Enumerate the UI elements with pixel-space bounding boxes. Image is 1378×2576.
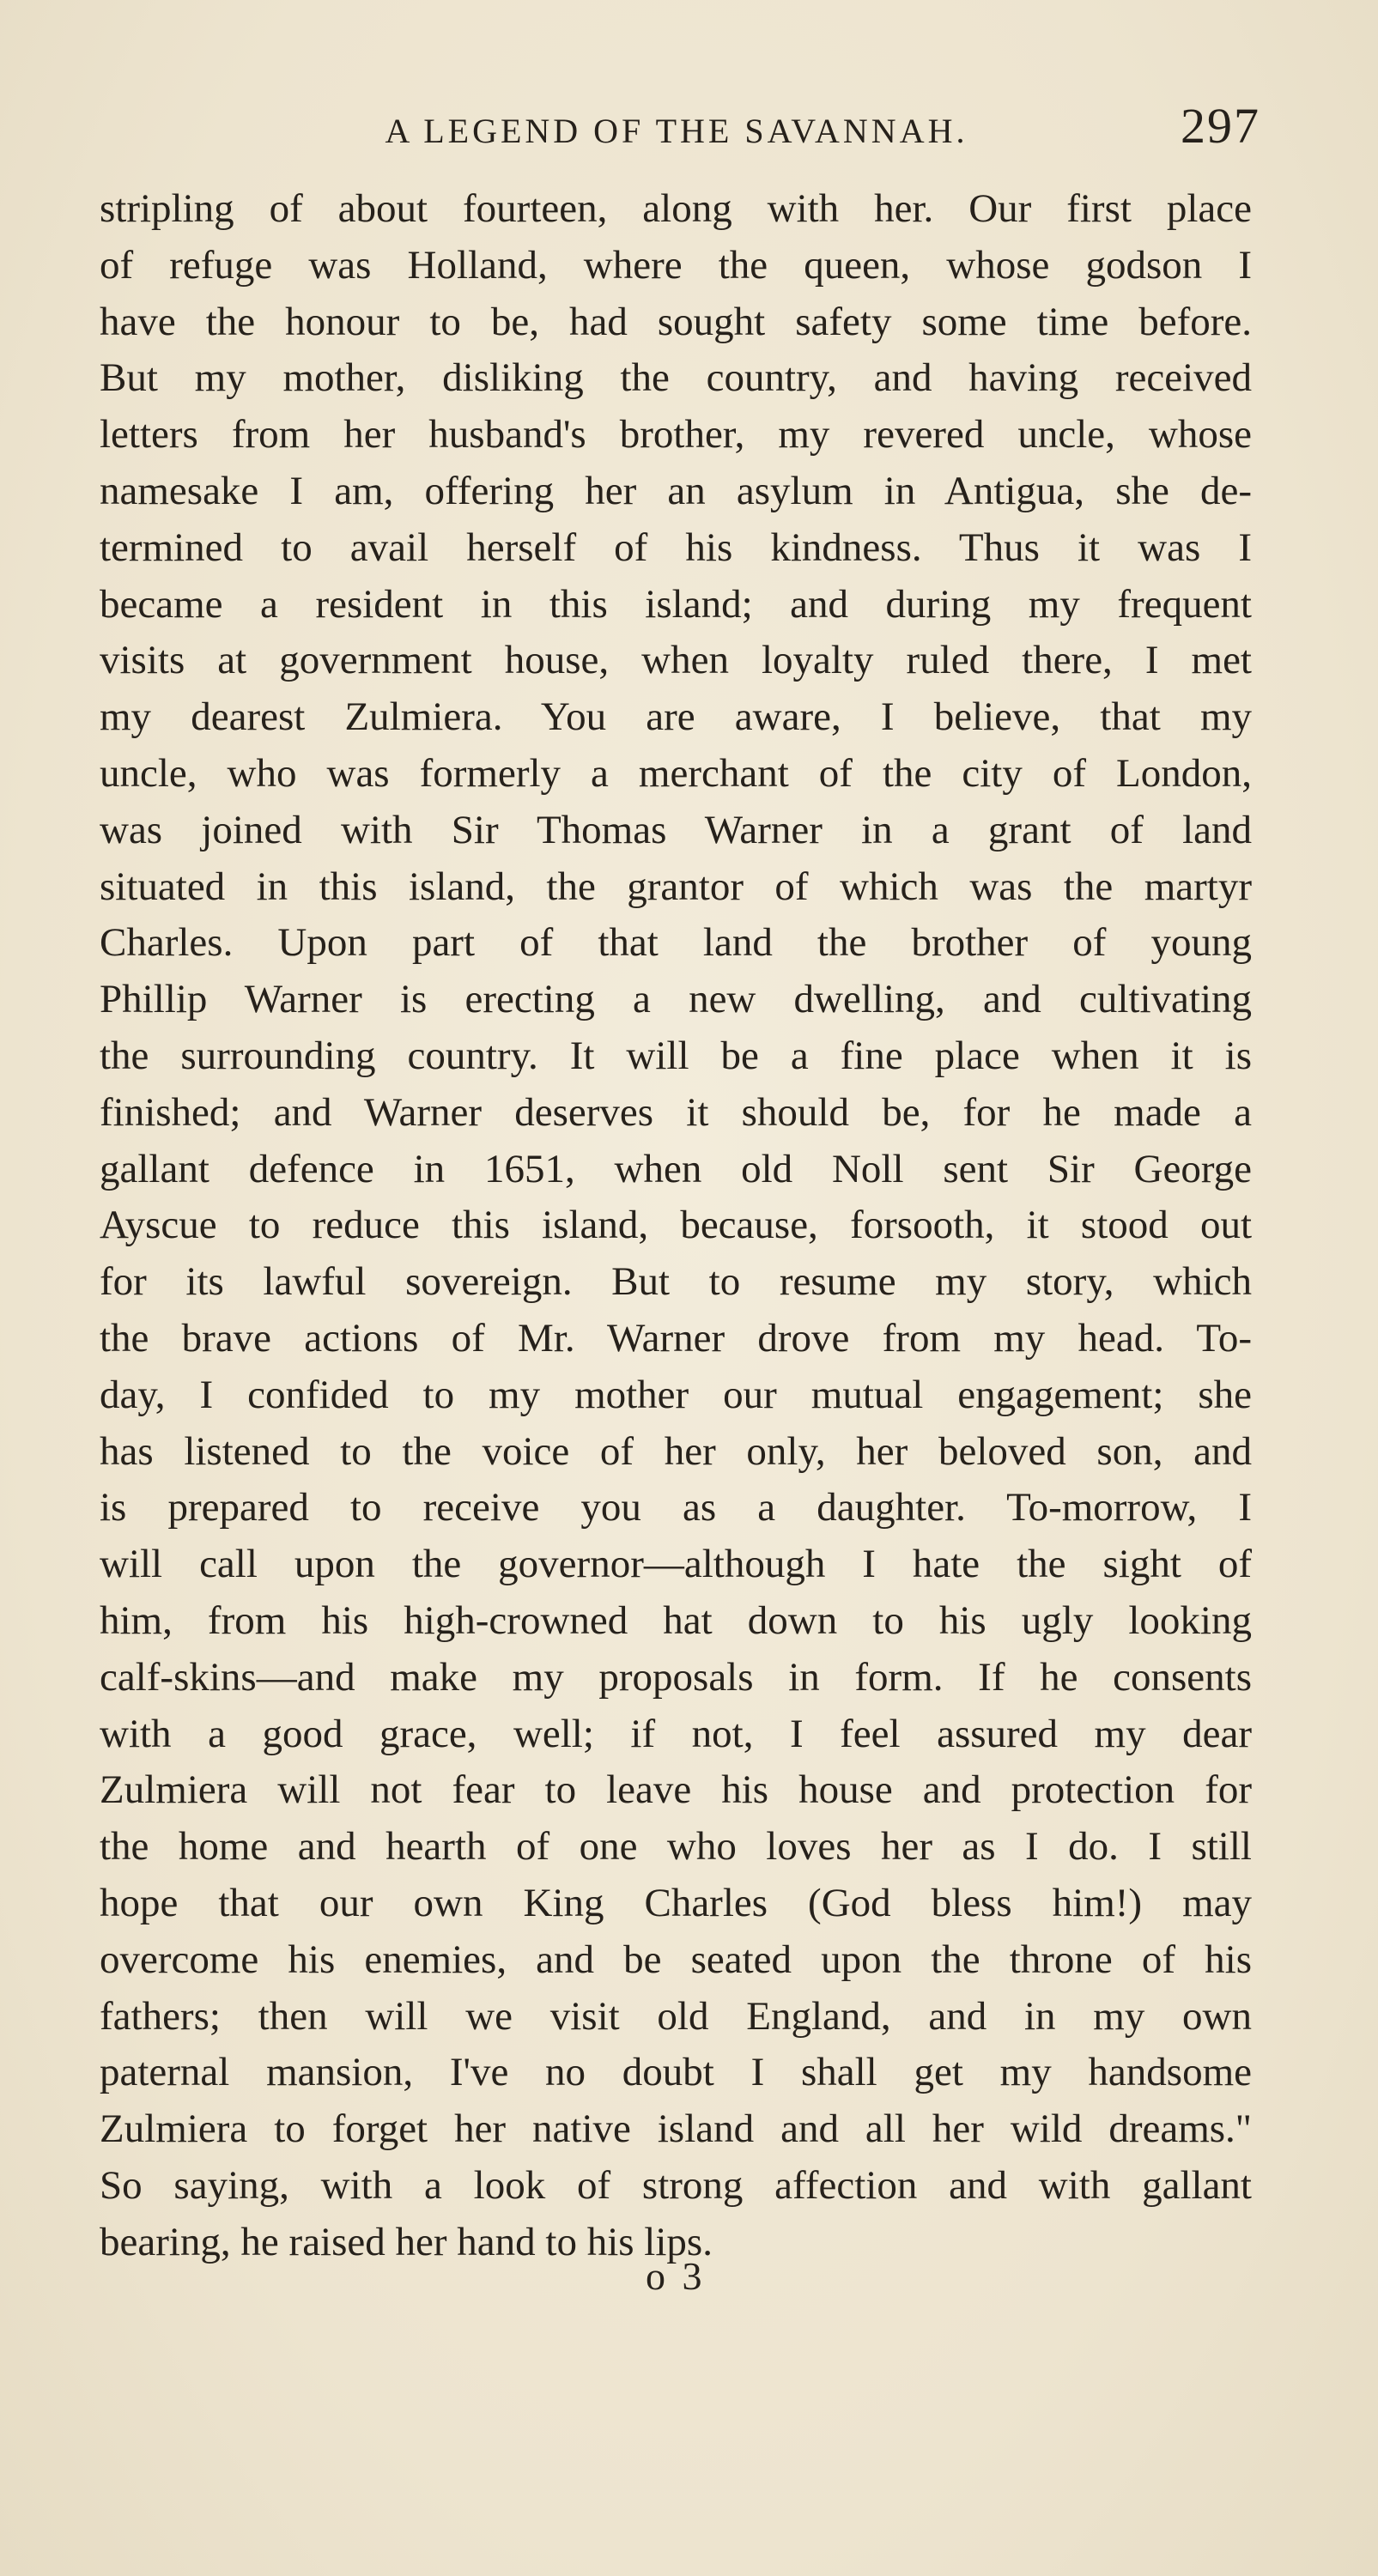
page-header	[93, 98, 1260, 161]
text-line: my dearest Zulmiera. You are aware, I believe, that my	[100, 694, 1252, 740]
text-line: the surrounding country. It will be a fine place when it is	[100, 1033, 1252, 1078]
text-line: has listened to the voice of her only, her beloved son, and	[100, 1428, 1252, 1474]
text-line: for its lawful sovereign. But to resume my story, which	[100, 1259, 1252, 1305]
text-line: was joined with Sir Thomas Warner in a grant of land	[100, 807, 1252, 852]
text-line: Phillip Warner is erecting a new dwelling, and cultivating	[100, 977, 1252, 1022]
text-line: Zulmiera will not fear to leave his house and protection for	[100, 1767, 1252, 1813]
text-line: gallant defence in 1651, when old Noll sent Sir George	[100, 1146, 1252, 1191]
text-line: the home and hearth of one who loves her as I do. I still	[100, 1824, 1252, 1870]
text-line: Zulmiera to forget her native island and all her wild dreams."	[100, 2106, 1252, 2152]
text-line: So saying, with a look of strong affection and with gallant	[100, 2162, 1252, 2208]
text-line: fathers; then will we visit old England, and in my own	[100, 1993, 1252, 2039]
text-line: day, I confided to my mother our mutual engagement; she	[100, 1372, 1252, 1417]
text-line: namesake I am, offering her an asylum in Antigua, she de-	[100, 468, 1252, 513]
text-line: letters from her husband's brother, my revered uncle, whose	[100, 412, 1252, 458]
text-line: termined to avail herself of his kindness. Thus it was I	[100, 524, 1252, 570]
text-line: finished; and Warner deserves it should be, for he made a	[100, 1089, 1252, 1135]
body-text	[100, 181, 1252, 2270]
text-line-last: bearing, he raised her hand to his lips.	[100, 2219, 713, 2264]
text-line: with a good grace, well; if not, I feel assured my dear	[100, 1711, 1252, 1756]
text-line: visits at government house, when loyalty ruled there, I met	[100, 638, 1252, 683]
text-line: Charles. Upon part of that land the brother of young	[100, 920, 1252, 966]
text-line: But my mother, disliking the country, and having received	[100, 355, 1252, 401]
text-line: hope that our own King Charles (God bless him!) may	[100, 1880, 1252, 1925]
running-title: A LEGEND OF THE SAVANNAH.	[385, 112, 968, 150]
text-line: stripling of about fourteen, along with her. Our first place	[100, 186, 1252, 231]
text-line: will call upon the governor—although I hate the sight of	[100, 1542, 1252, 1587]
text-line: overcome his enemies, and be seated upon the throne of his	[100, 1937, 1252, 1982]
text-line: the brave actions of Mr. Warner drove from my head. To-	[100, 1315, 1252, 1361]
text-line: of refuge was Holland, where the queen, whose godson I	[100, 242, 1252, 288]
text-line: paternal mansion, I've no doubt I shall get my handsome	[100, 2050, 1252, 2095]
text-line: became a resident in this island; and during my frequent	[100, 581, 1252, 627]
text-line: is prepared to receive you as a daughter. To-morrow, I	[100, 1485, 1252, 1530]
text-line: calf-skins—and make my proposals in form. If he consents	[100, 1654, 1252, 1700]
page-number: 297	[1181, 98, 1260, 154]
signature-mark: o 3	[646, 2254, 706, 2298]
text-line: him, from his high-crowned hat down to his ugly looking	[100, 1597, 1252, 1643]
text-line: Ayscue to reduce this island, because, forsooth, it stood out	[100, 1203, 1252, 1248]
text-line: uncle, who was formerly a merchant of the city of London,	[100, 750, 1252, 796]
text-line: situated in this island, the grantor of which was the martyr	[100, 864, 1252, 909]
text-line: have the honour to be, had sought safety some time before.	[100, 299, 1252, 344]
